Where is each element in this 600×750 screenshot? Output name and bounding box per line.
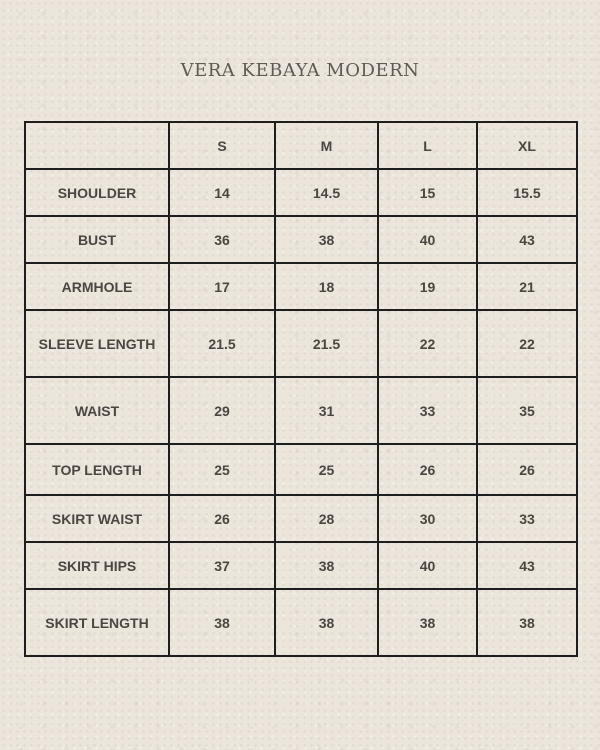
table-cell: 38 [477,589,577,656]
table-cell: 33 [477,495,577,542]
row-label: WAIST [25,377,169,444]
table-cell: 43 [477,542,577,589]
table-cell: 14.5 [275,169,378,216]
row-label: ARMHOLE [25,263,169,310]
table-cell: 38 [169,589,275,656]
size-header: L [378,122,477,169]
row-label: SKIRT WAIST [25,495,169,542]
table-cell: 40 [378,542,477,589]
table-cell: 17 [169,263,275,310]
size-header: XL [477,122,577,169]
table-cell: 26 [378,444,477,495]
table-row [25,216,577,263]
table-cell: 40 [378,216,477,263]
table-cell: 22 [378,310,477,377]
table-cell: 43 [477,216,577,263]
table-cell: 22 [477,310,577,377]
row-label: SLEEVE LENGTH [25,310,169,377]
corner-cell [25,122,169,169]
table-cell: 37 [169,542,275,589]
table-cell: 28 [275,495,378,542]
table-row [25,377,577,444]
table-row [25,495,577,542]
size-header: S [169,122,275,169]
size-header: M [275,122,378,169]
table-cell: 30 [378,495,477,542]
table-row [25,542,577,589]
table-cell: 25 [169,444,275,495]
size-chart-table [24,121,578,657]
table-cell: 15.5 [477,169,577,216]
table-cell: 26 [169,495,275,542]
table-cell: 38 [275,216,378,263]
table-cell: 19 [378,263,477,310]
table-row [25,169,577,216]
table-cell: 38 [275,542,378,589]
table-cell: 15 [378,169,477,216]
row-label: BUST [25,216,169,263]
table-cell: 26 [477,444,577,495]
table-cell: 25 [275,444,378,495]
row-label: SHOULDER [25,169,169,216]
table-cell: 21.5 [169,310,275,377]
table-row [25,263,577,310]
table-cell: 35 [477,377,577,444]
table-cell: 33 [378,377,477,444]
table-row [25,444,577,495]
table-cell: 38 [275,589,378,656]
row-label: SKIRT LENGTH [25,589,169,656]
page-title: VERA KEBAYA MODERN [180,60,420,81]
table-cell: 36 [169,216,275,263]
table-cell: 38 [378,589,477,656]
table-row [25,310,577,377]
table-row [25,589,577,656]
header-row [25,122,577,169]
table-cell: 31 [275,377,378,444]
table-cell: 14 [169,169,275,216]
table-cell: 21.5 [275,310,378,377]
table-cell: 18 [275,263,378,310]
table-cell: 21 [477,263,577,310]
row-label: TOP LENGTH [25,444,169,495]
table-cell: 29 [169,377,275,444]
row-label: SKIRT HIPS [25,542,169,589]
